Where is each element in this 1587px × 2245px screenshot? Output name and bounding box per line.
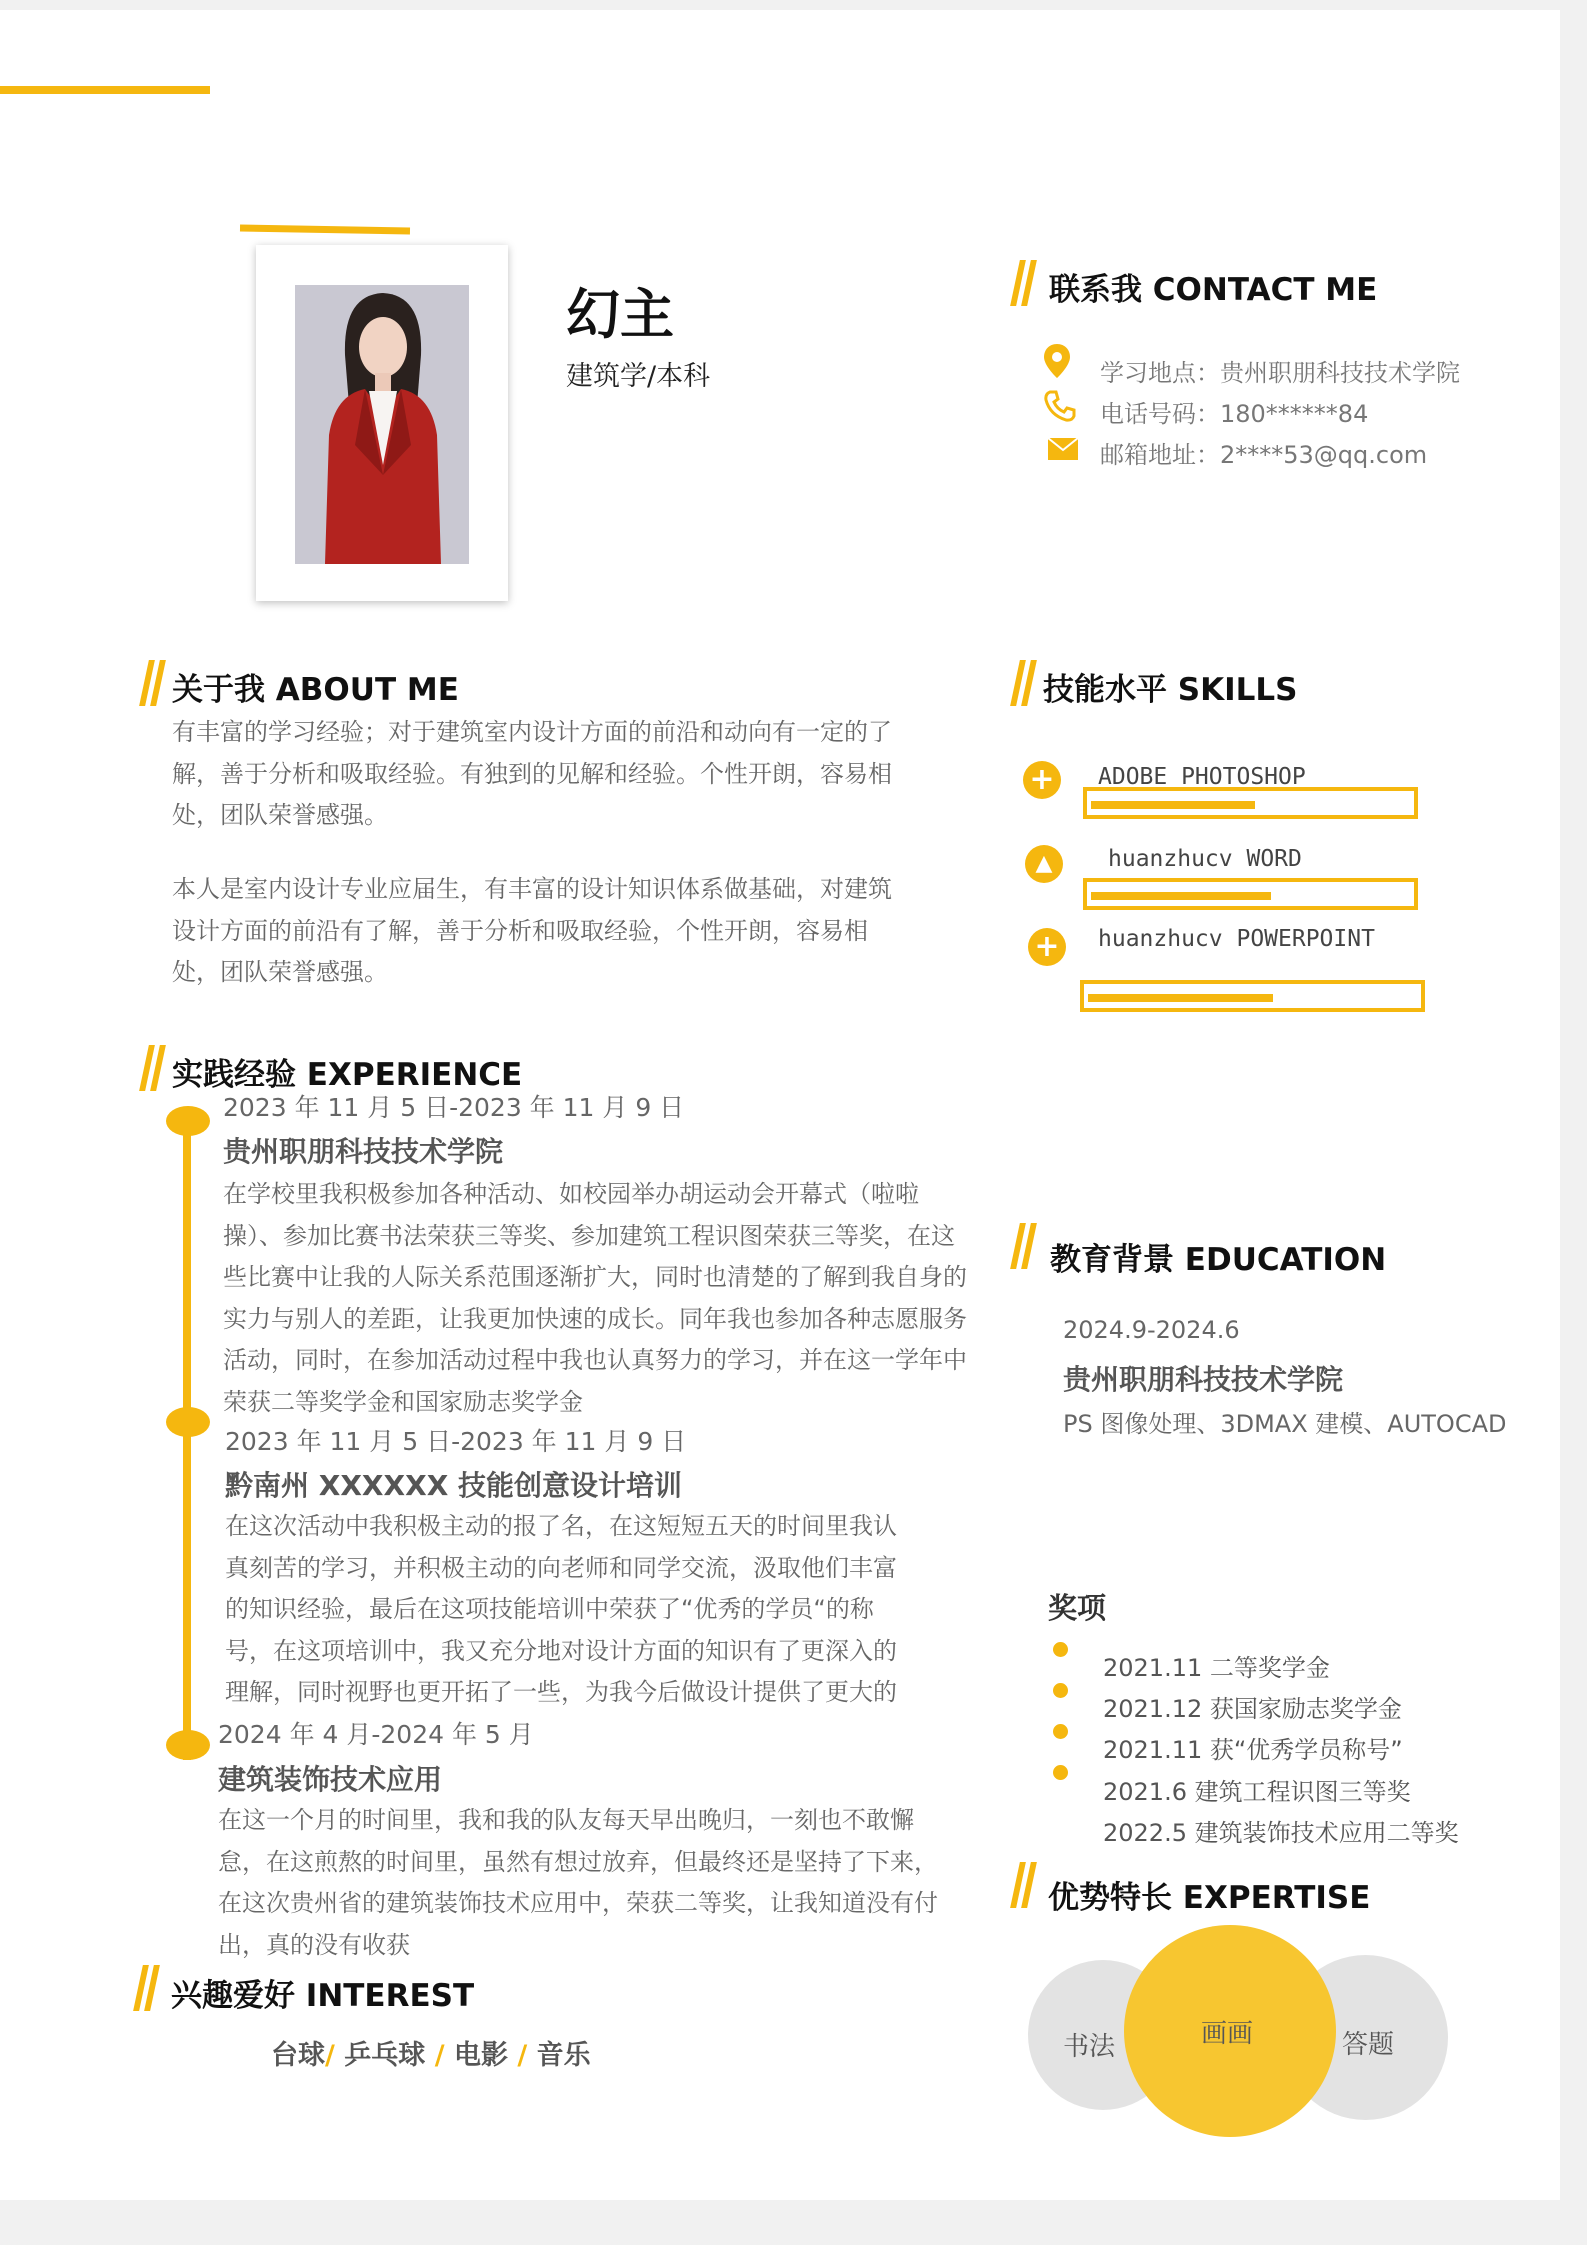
education-heading: 教育背景 EDUCATION: [1050, 1242, 1387, 1278]
award-item-1: 2021.11 二等奖学金: [1103, 1654, 1330, 1682]
interest-heading-mark: [134, 1965, 160, 2011]
profile-photo: [295, 285, 469, 564]
expertise-label-right: 答题: [1342, 2030, 1395, 2060]
interest-separator-3: /: [517, 2040, 528, 2071]
education-heading-mark: [1011, 1223, 1037, 1269]
experience-text-2: 在这次活动中我积极主动的报了名，在这短短五天的时间里我认真刻苦的学习，并积极主动的向老师和同学交流，汲取他们丰富的知识经验，最后在这项技能培训中荣获了“优秀的学员“的称号，在这项培训中，我又充分地对设计方面的知识有了更深入的理解，同时视野也更开拓了一些，为我今后做设计提供了更大的: [225, 1512, 897, 1706]
award-dot-1: [1053, 1642, 1068, 1657]
awards-heading: 奖项: [1048, 1591, 1107, 1625]
award-dot-3: [1053, 1724, 1068, 1739]
top-accent-line: [0, 86, 210, 94]
experience-text-3: 在这一个月的时间里，我和我的队友每天早出晚归，一刻也不敢懈怠，在这煎熬的时间里，虽然有想过放弃，但最终还是坚持了下来，在这次贵州省的建筑装饰技术应用中，荣获二等奖，让我知道没有付出，真的没有收获: [218, 1806, 938, 1959]
plus-icon-2: +: [1028, 928, 1066, 966]
award-item-3: 2021.11 获“优秀学员称号”: [1103, 1736, 1403, 1764]
skill-bar-powerpoint: [1080, 980, 1425, 1012]
phone-icon: [1044, 390, 1076, 426]
interest-item-4: 音乐: [536, 2040, 591, 2071]
experience-heading: 实践经验 EXPERIENCE: [172, 1057, 523, 1093]
portrait-illustration: [295, 285, 469, 564]
experience-heading-mark: [140, 1045, 166, 1091]
timeline-dot-1: [166, 1106, 210, 1136]
plus-icon: +: [1023, 761, 1061, 799]
skills-heading-mark: [1011, 660, 1037, 706]
education-period: 2024.9-2024.6: [1063, 1316, 1240, 1344]
contact-heading: 联系我 CONTACT ME: [1049, 272, 1378, 308]
interest-separator-1: /: [325, 2040, 335, 2071]
about-paragraph-2: 本人是室内设计专业应届生，有丰富的设计知识体系做基础，对建筑设计方面的前沿有了解，善于分析和吸取经验，个性开朗，容易相处，团队荣誉感强。: [172, 875, 892, 986]
skill-fill-photoshop: [1091, 801, 1255, 809]
location-pin-icon: [1044, 344, 1070, 382]
experience-date-1: 2023 年 11 月 5 日-2023 年 11 月 9 日: [223, 1093, 685, 1122]
resume-page: [0, 10, 1560, 2200]
photo-accent-line: [240, 225, 410, 235]
skill-bar-photoshop: [1083, 787, 1418, 819]
skill-label-photoshop: ADOBE PHOTOSHOP: [1098, 764, 1306, 790]
skills-heading: 技能水平 SKILLS: [1043, 672, 1298, 708]
award-item-5: 2022.5 建筑装饰技术应用二等奖: [1103, 1819, 1459, 1847]
envelope-icon: [1048, 438, 1078, 464]
award-dot-2: [1053, 1683, 1068, 1698]
interest-list: [271, 2033, 591, 2072]
skill-bar-word: [1083, 878, 1418, 910]
profile-name: 幻主: [566, 283, 674, 346]
interest-separator-2: /: [434, 2040, 445, 2071]
experience-title-1: 贵州职朋科技技术学院: [223, 1135, 504, 1168]
about-paragraph-1: 有丰富的学习经验；对于建筑室内设计方面的前沿和动向有一定的了解，善于分析和吸取经验。有独到的见解和经验。个性开朗，容易相处，团队荣誉感强。: [172, 718, 892, 829]
award-dot-4: [1053, 1765, 1068, 1780]
contact-heading-mark: [1011, 260, 1037, 306]
interest-item-3: 电影: [453, 2040, 508, 2071]
timeline-line: [183, 1120, 191, 1760]
expertise-heading-mark: [1011, 1862, 1037, 1908]
timeline-dot-3: [166, 1730, 210, 1760]
experience-title-3: 建筑装饰技术应用: [218, 1763, 443, 1796]
expertise-label-center: 画画: [1201, 2019, 1254, 2049]
expertise-heading: 优势特长 EXPERTISE: [1048, 1880, 1371, 1916]
skill-label-word: huanzhucv WORD: [1108, 846, 1302, 872]
skill-fill-powerpoint: [1088, 994, 1273, 1002]
experience-text-1: 在学校里我积极参加各种活动、如校园举办胡运动会开幕式（啦啦操）、参加比赛书法荣获三等奖、参加建筑工程识图荣获三等奖，在这些比赛中让我的人际关系范围逐渐扩大，同时也清楚的了解到我自身的实力与别人的差距，让我更加快速的成长。同年我也参加各种志愿服务活动，同时，在参加活动过程中我也认真努力的学习，并在这一学年中荣获二等奖学金和国家励志奖学金: [223, 1180, 967, 1416]
education-school: 贵州职朋科技技术学院: [1063, 1363, 1344, 1396]
interest-heading: 兴趣爱好 INTEREST: [171, 1978, 475, 2014]
expertise-label-left: 书法: [1063, 2032, 1116, 2062]
contact-phone: 电话号码：180******84: [1100, 400, 1369, 428]
interest-item-2: 乒乓球: [344, 2040, 426, 2071]
education-courses: PS 图像处理、3DMAX 建模、AUTOCAD: [1063, 1410, 1507, 1438]
timeline-dot-2: [166, 1407, 210, 1437]
contact-location: 学习地点：贵州职朋科技技术学院: [1100, 359, 1460, 387]
award-item-2: 2021.12 获国家励志奖学金: [1103, 1695, 1402, 1723]
experience-date-3: 2024 年 4 月-2024 年 5 月: [218, 1720, 534, 1749]
contact-email: 邮箱地址：2****53@qq.com: [1100, 441, 1428, 469]
interest-item-1: 台球: [271, 2040, 325, 2071]
triangle-icon: ▲: [1025, 845, 1063, 883]
award-item-4: 2021.6 建筑工程识图三等奖: [1103, 1778, 1411, 1806]
profile-subtitle: 建筑学/本科: [566, 361, 711, 392]
skill-fill-word: [1091, 892, 1271, 900]
experience-title-2: 黔南州 XXXXXX 技能创意设计培训: [225, 1469, 683, 1502]
photo-frame: [256, 245, 508, 601]
about-heading: 关于我 ABOUT ME: [172, 672, 459, 708]
about-heading-mark: [140, 660, 166, 706]
skill-label-powerpoint: huanzhucv POWERPOINT: [1098, 926, 1375, 952]
experience-date-2: 2023 年 11 月 5 日-2023 年 11 月 9 日: [225, 1427, 687, 1456]
